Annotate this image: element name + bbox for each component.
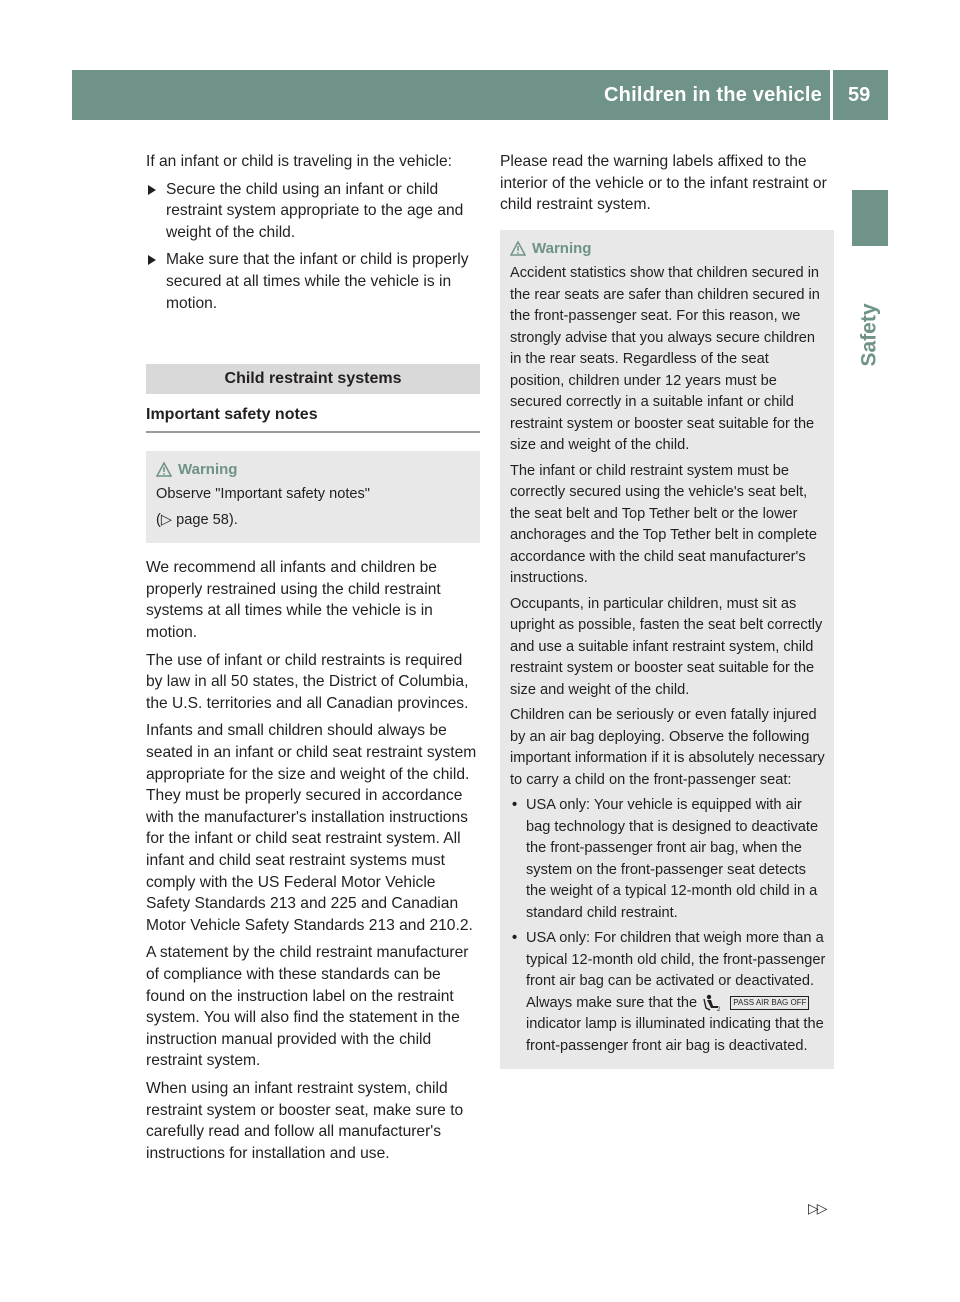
warning-list-item: [510, 795, 826, 924]
right-intro: Please read the warning labels affixed to the interior of the vehicle or to the infant restraint or child restraint system.: [500, 153, 827, 214]
warning-list-item: [510, 928, 826, 1057]
body-paragraph: The use of infant or child restraints is required by law in all 50 states, the District of Columbia, the U.S. territories and all Canadian provinces.: [146, 651, 469, 712]
header-divider: [830, 70, 833, 120]
body-paragraph: Infants and small children should always be seated in an infant or child seat restraint system appropriate for the size and weight of the child. They must be properly secured in accordance with the manufacturer's installation instructions for the infant or child seat restraint system. All infant and child seat restraint systems must comply with the US Federal Motor Vehicle Safety Standards 213 and 225 and Canadian Motor Vehicle Safety Standards 213 and 210.2.: [146, 722, 477, 934]
warning-header: [156, 459, 472, 481]
bullet-dot: •: [512, 930, 518, 947]
svg-text:2: 2: [717, 1006, 721, 1012]
page-title: Children in the vehicle: [604, 84, 822, 106]
warning-page-ref[interactable]: (▷ page 58).: [156, 511, 238, 528]
warning-list-text: USA only: For children that weigh more than a typical 12-month old child, the front-passenger front air bag can be activated or deactivated. Always make sure that the: [526, 930, 826, 1011]
left-column: [146, 151, 480, 1170]
warning-title: Warning: [178, 460, 238, 478]
warning-title: Warning: [532, 239, 592, 257]
warning-paragraph: Accident statistics show that children secured in the rear seats are safer than children secured in the front-passenger seat. For this reason, we strongly advise that you always secure children in the rear seats. Regardless of the seat position, children under 12 years must be secured correctly in a suitable infant or child restraint system or booster seat suitable for the size and weight of the child.: [510, 265, 820, 454]
subsection-heading: Important safety notes: [146, 404, 480, 433]
body-paragraph: A statement by the child restraint manufacturer of compliance with these standards can be found on the instruction label on the restraint system. You will also find the statement in the instruction manual provided with the child restraint system.: [146, 944, 469, 1070]
warning-paragraph: Occupants, in particular children, must sit as upright as possible, fasten the seat belt correctly and use a suitable infant restraint system, child restraint system or booster seat suitable for the size and weight of the child.: [510, 595, 823, 698]
warning-box: [146, 451, 480, 544]
side-tab-block: [852, 190, 888, 246]
warning-paragraph: The infant or child restraint system must be correctly secured using the vehicle's seat belt, the seat belt and Top Tether belt or the lower anchorages and the Top Tether belt in complete accordance with the child seat manufacturer's instructions.: [510, 462, 817, 587]
side-section-label-text: Safety: [858, 303, 881, 367]
warning-triangle-icon: [510, 241, 526, 256]
body-paragraph: When using an infant restraint system, child restraint system or booster seat, make sure to carefully read and follow all manufacturer's instructions for installation and use.: [146, 1079, 464, 1162]
section-heading: Child restraint systems: [146, 364, 480, 394]
instruction-item: Make sure that the infant or child is properly secured at all times while the vehicle is in motion.: [146, 249, 480, 314]
child-seat-airbag-icon: [701, 994, 723, 1012]
warning-triangle-icon: [156, 462, 172, 477]
warning-box: [500, 230, 834, 1070]
warning-text: Observe "Important safety notes": [156, 486, 370, 503]
instruction-item: Secure the child using an infant or child restraint system appropriate to the age and weight of the child.: [146, 179, 480, 244]
pass-airbag-off-lamp-icon: PASS AIR BAG OFF: [730, 996, 809, 1010]
warning-paragraph: Children can be seriously or even fatally injured by an air bag deploying. Observe the following important information if it is absolutely necessary to carry a child on the front-passenger seat:: [510, 707, 825, 788]
side-section-label: [842, 300, 898, 370]
warning-list-text: USA only: Your vehicle is equipped with air bag technology that is designed to deactivate the front-passenger front air bag, when the system on the front-passenger seat detects the weight of a typical 12-month old child in a standard child restraint.: [526, 797, 819, 921]
lamp-description: indicator lamp is illuminated indicating that the front-passenger front air bag is deactivated.: [526, 1016, 824, 1054]
continue-marker: ▷▷: [808, 1200, 826, 1216]
warning-header: [510, 238, 826, 260]
page-number: 59: [848, 84, 871, 106]
body-paragraph: We recommend all infants and children be properly restrained using the child restraint systems at all times while the vehicle is in motion.: [146, 559, 441, 642]
bullet-dot: •: [512, 797, 518, 814]
right-column: [500, 151, 834, 1083]
left-intro: If an infant or child is traveling in the vehicle:: [146, 153, 452, 170]
